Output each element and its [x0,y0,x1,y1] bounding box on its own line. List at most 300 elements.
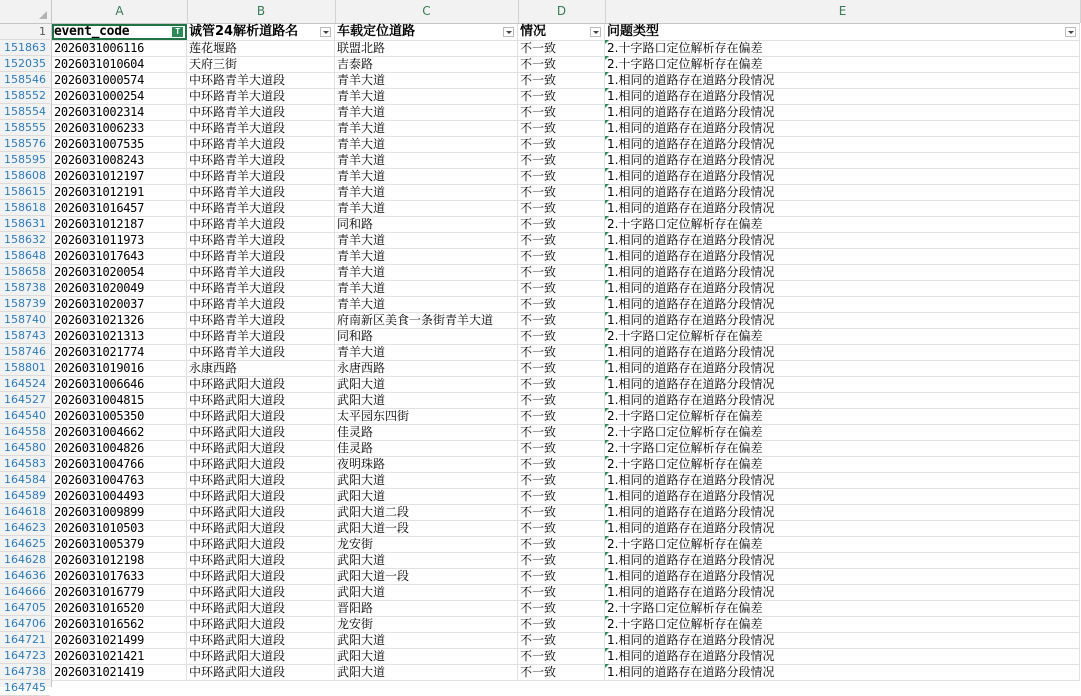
header-cell-4[interactable] [518,24,605,40]
cell-code[interactable]: 2026031021326 [52,312,187,328]
cell-road[interactable]: 中环路武阳大道段 [187,520,335,536]
cell-code[interactable]: 2026031020054 [52,264,187,280]
row-number[interactable]: 158555 [0,120,50,136]
cell-veh[interactable]: 青羊大道 [335,72,518,88]
cell-status[interactable]: 不一致 [518,200,605,216]
cell-status[interactable]: 不一致 [518,72,605,88]
cell-veh[interactable]: 青羊大道 [335,200,518,216]
row-number[interactable]: 158554 [0,104,50,120]
cell-veh[interactable]: 青羊大道 [335,280,518,296]
table-row [52,456,1080,473]
cell-road[interactable]: 天府三街 [187,56,335,72]
cell-status[interactable]: 不一致 [518,664,605,680]
cell-issue[interactable]: 2.十字路口定位解析存在偏差 [605,536,1080,552]
cell-veh[interactable]: 晋阳路 [335,600,518,616]
cell-code[interactable]: 2026031007535 [52,136,187,152]
row-number[interactable]: 158615 [0,184,50,200]
cell-issue[interactable]: 1.相同的道路存在道路分段情况 [605,280,1080,296]
column-header-d[interactable]: D [518,0,606,23]
cell-issue[interactable]: 1.相同的道路存在道路分段情况 [605,552,1080,568]
number-as-text-marker [605,440,609,444]
row-number[interactable]: 152035 [0,56,50,72]
cell-road[interactable]: 中环路武阳大道段 [187,648,335,664]
cell-code[interactable]: 2026031004763 [52,472,187,488]
cell-status[interactable]: 不一致 [518,248,605,264]
cell-issue[interactable]: 1.相同的道路存在道路分段情况 [605,664,1080,680]
cell-road[interactable]: 中环路武阳大道段 [187,424,335,440]
cell-road[interactable]: 中环路青羊大道段 [187,152,335,168]
cell-code[interactable]: 2026031020037 [52,296,187,312]
cell-issue[interactable]: 1.相同的道路存在道路分段情况 [605,568,1080,584]
row-number[interactable]: 164583 [0,456,50,472]
cell-code[interactable]: 2026031016779 [52,584,187,600]
cell-road[interactable]: 中环路青羊大道段 [187,200,335,216]
row-number[interactable]: 158618 [0,200,50,216]
row-number[interactable]: 164723 [0,648,50,664]
cell-status[interactable]: 不一致 [518,424,605,440]
cell-road[interactable]: 中环路青羊大道段 [187,328,335,344]
header-cell-3[interactable] [335,24,518,40]
cell-code[interactable]: 2026031005379 [52,536,187,552]
row-number[interactable]: 158801 [0,360,50,376]
row-number[interactable]: 164628 [0,552,50,568]
cell-status[interactable]: 不一致 [518,184,605,200]
cell-status[interactable]: 不一致 [518,40,605,56]
cell-issue[interactable]: 1.相同的道路存在道路分段情况 [605,296,1080,312]
column-header-c[interactable]: C [335,0,519,23]
cell-issue[interactable]: 1.相同的道路存在道路分段情况 [605,504,1080,520]
number-as-text-marker [605,360,609,364]
row-number[interactable]: 164580 [0,440,50,456]
cell-issue[interactable]: 2.十字路口定位解析存在偏差 [605,328,1080,344]
cell-issue[interactable]: 2.十字路口定位解析存在偏差 [605,40,1080,56]
cell-code[interactable]: 2026031004493 [52,488,187,504]
row-number[interactable]: 158738 [0,280,50,296]
cell-veh[interactable]: 府南新区美食一条街青羊大道 [335,312,518,328]
cell-issue[interactable]: 2.十字路口定位解析存在偏差 [605,216,1080,232]
cell-issue[interactable]: 1.相同的道路存在道路分段情况 [605,488,1080,504]
cell-issue[interactable]: 1.相同的道路存在道路分段情况 [605,168,1080,184]
column-header-e[interactable]: E [605,0,1081,23]
row-number[interactable]: 164584 [0,472,50,488]
cell-issue[interactable]: 1.相同的道路存在道路分段情况 [605,120,1080,136]
number-as-text-marker [605,280,609,284]
row-number[interactable]: 164625 [0,536,50,552]
cell-status[interactable]: 不一致 [518,648,605,664]
cell-veh[interactable]: 青羊大道 [335,184,518,200]
cell-code[interactable]: 2026031002314 [52,104,187,120]
cell-road[interactable]: 中环路武阳大道段 [187,600,335,616]
row-number[interactable]: 164540 [0,408,50,424]
cell-status[interactable]: 不一致 [518,216,605,232]
row-number[interactable]: 1 [0,24,50,40]
cell-code[interactable]: 2026031021313 [52,328,187,344]
cell-issue[interactable]: 1.相同的道路存在道路分段情况 [605,520,1080,536]
cell-status[interactable]: 不一致 [518,88,605,104]
number-as-text-marker [605,232,609,236]
cell-status[interactable]: 不一致 [518,520,605,536]
row-number[interactable]: 164618 [0,504,50,520]
cell-veh[interactable]: 青羊大道 [335,296,518,312]
number-as-text-marker [605,520,609,524]
cell-code[interactable]: 2026031017633 [52,568,187,584]
cell-road[interactable]: 中环路武阳大道段 [187,472,335,488]
cell-road[interactable]: 中环路武阳大道段 [187,632,335,648]
cell-status[interactable]: 不一致 [518,568,605,584]
cell-issue[interactable]: 2.十字路口定位解析存在偏差 [605,456,1080,472]
cell-veh[interactable]: 武阳大道 [335,648,518,664]
cell-status[interactable]: 不一致 [518,600,605,616]
chevron-down-icon [593,31,599,34]
cell-issue[interactable]: 1.相同的道路存在道路分段情况 [605,152,1080,168]
cell-road[interactable]: 中环路武阳大道段 [187,488,335,504]
cell-code[interactable]: 2026031011973 [52,232,187,248]
cell-issue[interactable]: 1.相同的道路存在道路分段情况 [605,104,1080,120]
cell-code[interactable]: 2026031004766 [52,456,187,472]
cell-code[interactable]: 2026031012191 [52,184,187,200]
cell-veh[interactable]: 青羊大道 [335,88,518,104]
cell-code[interactable]: 2026031020049 [52,280,187,296]
header-cell-2[interactable] [187,24,335,40]
filter-dropdown-button[interactable] [590,27,601,37]
cell-issue[interactable]: 1.相同的道路存在道路分段情况 [605,376,1080,392]
table-row [52,424,1080,441]
table-header-row [52,24,1080,41]
header-cell-5[interactable] [605,24,1080,40]
cell-road[interactable]: 中环路武阳大道段 [187,536,335,552]
cell-veh[interactable]: 青羊大道 [335,152,518,168]
cell-code[interactable]: 2026031021774 [52,344,187,360]
row-number[interactable]: 158546 [0,72,50,88]
row-number[interactable]: 164527 [0,392,50,408]
cell-road[interactable]: 中环路武阳大道段 [187,584,335,600]
table-row [52,360,1080,377]
cell-veh[interactable]: 青羊大道 [335,248,518,264]
cell-code[interactable]: 2026031021421 [52,648,187,664]
cell-issue[interactable]: 1.相同的道路存在道路分段情况 [605,472,1080,488]
cell-veh[interactable]: 龙安街 [335,536,518,552]
cell-veh[interactable]: 武阳大道一段 [335,520,518,536]
cell-road[interactable]: 中环路武阳大道段 [187,504,335,520]
filter-dropdown-button[interactable] [320,27,331,37]
table-row [52,232,1080,249]
cell-veh[interactable]: 青羊大道 [335,232,518,248]
cell-code[interactable]: 2026031021499 [52,632,187,648]
cell-veh[interactable]: 青羊大道 [335,168,518,184]
cell-issue[interactable]: 1.相同的道路存在道路分段情况 [605,200,1080,216]
cell-code[interactable]: 2026031012198 [52,552,187,568]
cell-road[interactable]: 中环路武阳大道段 [187,616,335,632]
cell-status[interactable]: 不一致 [518,584,605,600]
cell-code[interactable]: 2026031004662 [52,424,187,440]
cell-status[interactable]: 不一致 [518,152,605,168]
table-row [52,200,1080,217]
cell-veh[interactable]: 龙安街 [335,616,518,632]
table-row [52,392,1080,409]
number-as-text-marker [605,648,609,652]
cell-status[interactable]: 不一致 [518,264,605,280]
cell-status[interactable]: 不一致 [518,328,605,344]
row-number[interactable]: 164666 [0,584,50,600]
row-number[interactable]: 164721 [0,632,50,648]
cell-code[interactable]: 2026031000254 [52,88,187,104]
cell-road[interactable]: 中环路青羊大道段 [187,120,335,136]
cell-veh[interactable]: 武阳大道 [335,584,518,600]
cell-status[interactable]: 不一致 [518,376,605,392]
row-number[interactable]: 158740 [0,312,50,328]
cell-issue[interactable]: 1.相同的道路存在道路分段情况 [605,136,1080,152]
cell-code[interactable]: 2026031012187 [52,216,187,232]
cell-status[interactable]: 不一致 [518,616,605,632]
cell-veh[interactable]: 青羊大道 [335,120,518,136]
row-number[interactable]: 164738 [0,664,50,680]
chevron-down-icon [1068,31,1074,34]
cell-status[interactable]: 不一致 [518,232,605,248]
number-as-text-marker [605,328,609,332]
row-number[interactable]: 158746 [0,344,50,360]
cell-code[interactable]: 2026031009899 [52,504,187,520]
cell-road[interactable]: 中环路青羊大道段 [187,88,335,104]
cell-veh[interactable]: 武阳大道二段 [335,504,518,520]
cell-veh[interactable]: 联盟北路 [335,40,518,56]
row-number[interactable]: 164705 [0,600,50,616]
cell-code[interactable]: 2026031005350 [52,408,187,424]
cell-issue[interactable]: 1.相同的道路存在道路分段情况 [605,312,1080,328]
table-row [52,504,1080,521]
cell-code[interactable]: 2026031008243 [52,152,187,168]
row-number[interactable]: 164589 [0,488,50,504]
cell-veh[interactable]: 佳灵路 [335,440,518,456]
cell-code[interactable]: 2026031021419 [52,664,187,680]
cell-code[interactable]: 2026031006116 [52,40,187,56]
cell-road[interactable]: 中环路青羊大道段 [187,168,335,184]
cell-status[interactable]: 不一致 [518,360,605,376]
cell-veh[interactable]: 武阳大道 [335,488,518,504]
cell-code[interactable]: 2026031019016 [52,360,187,376]
cell-status[interactable]: 不一致 [518,136,605,152]
row-number[interactable]: 158631 [0,216,50,232]
cell-issue[interactable]: 1.相同的道路存在道路分段情况 [605,248,1080,264]
cell-road[interactable]: 中环路青羊大道段 [187,248,335,264]
cell-code[interactable]: 2026031010604 [52,56,187,72]
cell-veh[interactable]: 武阳大道 [335,472,518,488]
cell-road[interactable]: 中环路青羊大道段 [187,344,335,360]
header-cell-1[interactable] [52,24,187,40]
cell-issue[interactable]: 1.相同的道路存在道路分段情况 [605,392,1080,408]
cell-road[interactable]: 中环路青羊大道段 [187,264,335,280]
row-number[interactable]: 158648 [0,248,50,264]
row-number[interactable]: 158739 [0,296,50,312]
cell-issue[interactable]: 1.相同的道路存在道路分段情况 [605,632,1080,648]
row-number[interactable]: 158658 [0,264,50,280]
row-number[interactable]: 164745 [0,680,50,696]
table-row [52,472,1080,489]
table-row [52,168,1080,185]
cell-status[interactable]: 不一致 [518,504,605,520]
table-row [52,648,1080,665]
table-row [52,328,1080,345]
cell-issue[interactable]: 1.相同的道路存在道路分段情况 [605,264,1080,280]
number-as-text-marker [605,120,609,124]
cell-veh[interactable]: 武阳大道 [335,552,518,568]
row-number[interactable]: 158576 [0,136,50,152]
cell-code[interactable]: 2026031016457 [52,200,187,216]
cell-veh[interactable]: 吉泰路 [335,56,518,72]
cell-issue[interactable]: 1.相同的道路存在道路分段情况 [605,232,1080,248]
cell-road[interactable]: 中环路青羊大道段 [187,72,335,88]
cell-issue[interactable]: 1.相同的道路存在道路分段情况 [605,360,1080,376]
header-label: 车载定位道路 [337,24,416,39]
table-row [52,616,1080,633]
cell-veh[interactable]: 青羊大道 [335,136,518,152]
cell-status[interactable]: 不一致 [518,488,605,504]
cell-status[interactable]: 不一致 [518,296,605,312]
cell-status[interactable]: 不一致 [518,440,605,456]
cell-code[interactable]: 2026031004826 [52,440,187,456]
table-row [52,248,1080,265]
cell-road[interactable]: 中环路青羊大道段 [187,104,335,120]
cell-road[interactable]: 中环路青羊大道段 [187,280,335,296]
cell-code[interactable]: 2026031010503 [52,520,187,536]
cell-veh[interactable]: 永唐西路 [335,360,518,376]
cell-veh[interactable]: 青羊大道 [335,264,518,280]
number-as-text-marker [605,408,609,412]
cell-road[interactable]: 中环路武阳大道段 [187,440,335,456]
cell-issue[interactable]: 1.相同的道路存在道路分段情况 [605,72,1080,88]
row-number[interactable]: 164524 [0,376,50,392]
row-number[interactable]: 158632 [0,232,50,248]
row-number[interactable]: 158608 [0,168,50,184]
row-number[interactable]: 151863 [0,40,50,56]
cell-veh[interactable]: 武阳大道 [335,392,518,408]
cell-code[interactable]: 2026031006646 [52,376,187,392]
cell-issue[interactable]: 2.十字路口定位解析存在偏差 [605,408,1080,424]
cell-veh[interactable]: 武阳大道 [335,632,518,648]
cell-code[interactable]: 2026031006233 [52,120,187,136]
number-as-text-marker [605,536,609,540]
cell-issue[interactable]: 2.十字路口定位解析存在偏差 [605,616,1080,632]
number-as-text-marker [605,296,609,300]
cell-road[interactable]: 中环路青羊大道段 [187,136,335,152]
cell-road[interactable]: 中环路青羊大道段 [187,216,335,232]
cell-issue[interactable]: 1.相同的道路存在道路分段情况 [605,584,1080,600]
table-row [52,440,1080,457]
row-number[interactable]: 158595 [0,152,50,168]
cell-status[interactable]: 不一致 [518,408,605,424]
table-row [52,520,1080,537]
cell-veh[interactable]: 同和路 [335,328,518,344]
cell-road[interactable]: 中环路武阳大道段 [187,456,335,472]
number-as-text-marker [605,56,609,60]
cell-issue[interactable]: 2.十字路口定位解析存在偏差 [605,600,1080,616]
cell-veh[interactable]: 同和路 [335,216,518,232]
cell-status[interactable]: 不一致 [518,344,605,360]
filter-dropdown-button[interactable] [1065,27,1076,37]
cell-status[interactable]: 不一致 [518,120,605,136]
cell-issue[interactable]: 1.相同的道路存在道路分段情况 [605,184,1080,200]
cell-road[interactable]: 中环路武阳大道段 [187,664,335,680]
cell-veh[interactable]: 武阳大道 [335,376,518,392]
cell-issue[interactable]: 2.十字路口定位解析存在偏差 [605,440,1080,456]
cell-status[interactable]: 不一致 [518,392,605,408]
number-as-text-marker [605,248,609,252]
cell-issue[interactable]: 2.十字路口定位解析存在偏差 [605,424,1080,440]
cell-road[interactable]: 永康西路 [187,360,335,376]
cell-status[interactable]: 不一致 [518,632,605,648]
cell-veh[interactable]: 佳灵路 [335,424,518,440]
table-row [52,136,1080,153]
cell-status[interactable]: 不一致 [518,456,605,472]
cell-code[interactable]: 2026031016520 [52,600,187,616]
cell-veh[interactable]: 夜明珠路 [335,456,518,472]
cell-road[interactable]: 中环路武阳大道段 [187,568,335,584]
cell-issue[interactable]: 1.相同的道路存在道路分段情况 [605,88,1080,104]
cell-veh[interactable]: 太平园东四街 [335,408,518,424]
cell-status[interactable]: 不一致 [518,472,605,488]
cell-road[interactable]: 中环路武阳大道段 [187,392,335,408]
cell-code[interactable]: 2026031016562 [52,616,187,632]
cell-road[interactable]: 中环路武阳大道段 [187,552,335,568]
cell-road[interactable]: 中环路青羊大道段 [187,184,335,200]
cell-code[interactable]: 2026031017643 [52,248,187,264]
filter-active-button[interactable] [172,27,183,37]
cell-road[interactable]: 中环路青羊大道段 [187,296,335,312]
cell-status[interactable]: 不一致 [518,536,605,552]
cell-veh[interactable]: 青羊大道 [335,344,518,360]
cell-issue[interactable]: 2.十字路口定位解析存在偏差 [605,56,1080,72]
cell-road[interactable]: 中环路武阳大道段 [187,376,335,392]
cell-code[interactable]: 2026031000574 [52,72,187,88]
column-header-a[interactable]: A [52,0,188,23]
cell-veh[interactable]: 武阳大道 [335,664,518,680]
row-number[interactable]: 158552 [0,88,50,104]
cell-road[interactable]: 中环路青羊大道段 [187,232,335,248]
cell-issue[interactable]: 1.相同的道路存在道路分段情况 [605,648,1080,664]
number-as-text-marker [605,216,609,220]
cell-status[interactable]: 不一致 [518,104,605,120]
header-label: event_code [54,24,130,39]
cell-status[interactable]: 不一致 [518,56,605,72]
cell-code[interactable]: 2026031004815 [52,392,187,408]
chevron-down-icon [323,31,329,34]
cell-issue[interactable]: 1.相同的道路存在道路分段情况 [605,344,1080,360]
cell-status[interactable]: 不一致 [518,552,605,568]
row-number[interactable]: 158743 [0,328,50,344]
row-number[interactable]: 164706 [0,616,50,632]
select-all-corner[interactable] [0,0,52,23]
cell-status[interactable]: 不一致 [518,168,605,184]
row-number[interactable]: 164623 [0,520,50,536]
cell-road[interactable]: 中环路武阳大道段 [187,408,335,424]
number-as-text-marker [605,632,609,636]
table-row [52,664,1080,681]
row-number[interactable]: 164636 [0,568,50,584]
number-as-text-marker [605,392,609,396]
cell-veh[interactable]: 青羊大道 [335,104,518,120]
filter-dropdown-button[interactable] [503,27,514,37]
number-as-text-marker [605,312,609,316]
column-header-b[interactable]: B [187,0,336,23]
cell-code[interactable]: 2026031012197 [52,168,187,184]
cell-road[interactable]: 中环路青羊大道段 [187,312,335,328]
cell-status[interactable]: 不一致 [518,280,605,296]
header-label: 问题类型 [607,24,660,39]
row-number[interactable]: 164558 [0,424,50,440]
cell-road[interactable]: 莲花堰路 [187,40,335,56]
cell-status[interactable]: 不一致 [518,312,605,328]
cell-veh[interactable]: 武阳大道一段 [335,568,518,584]
number-as-text-marker [605,376,609,380]
